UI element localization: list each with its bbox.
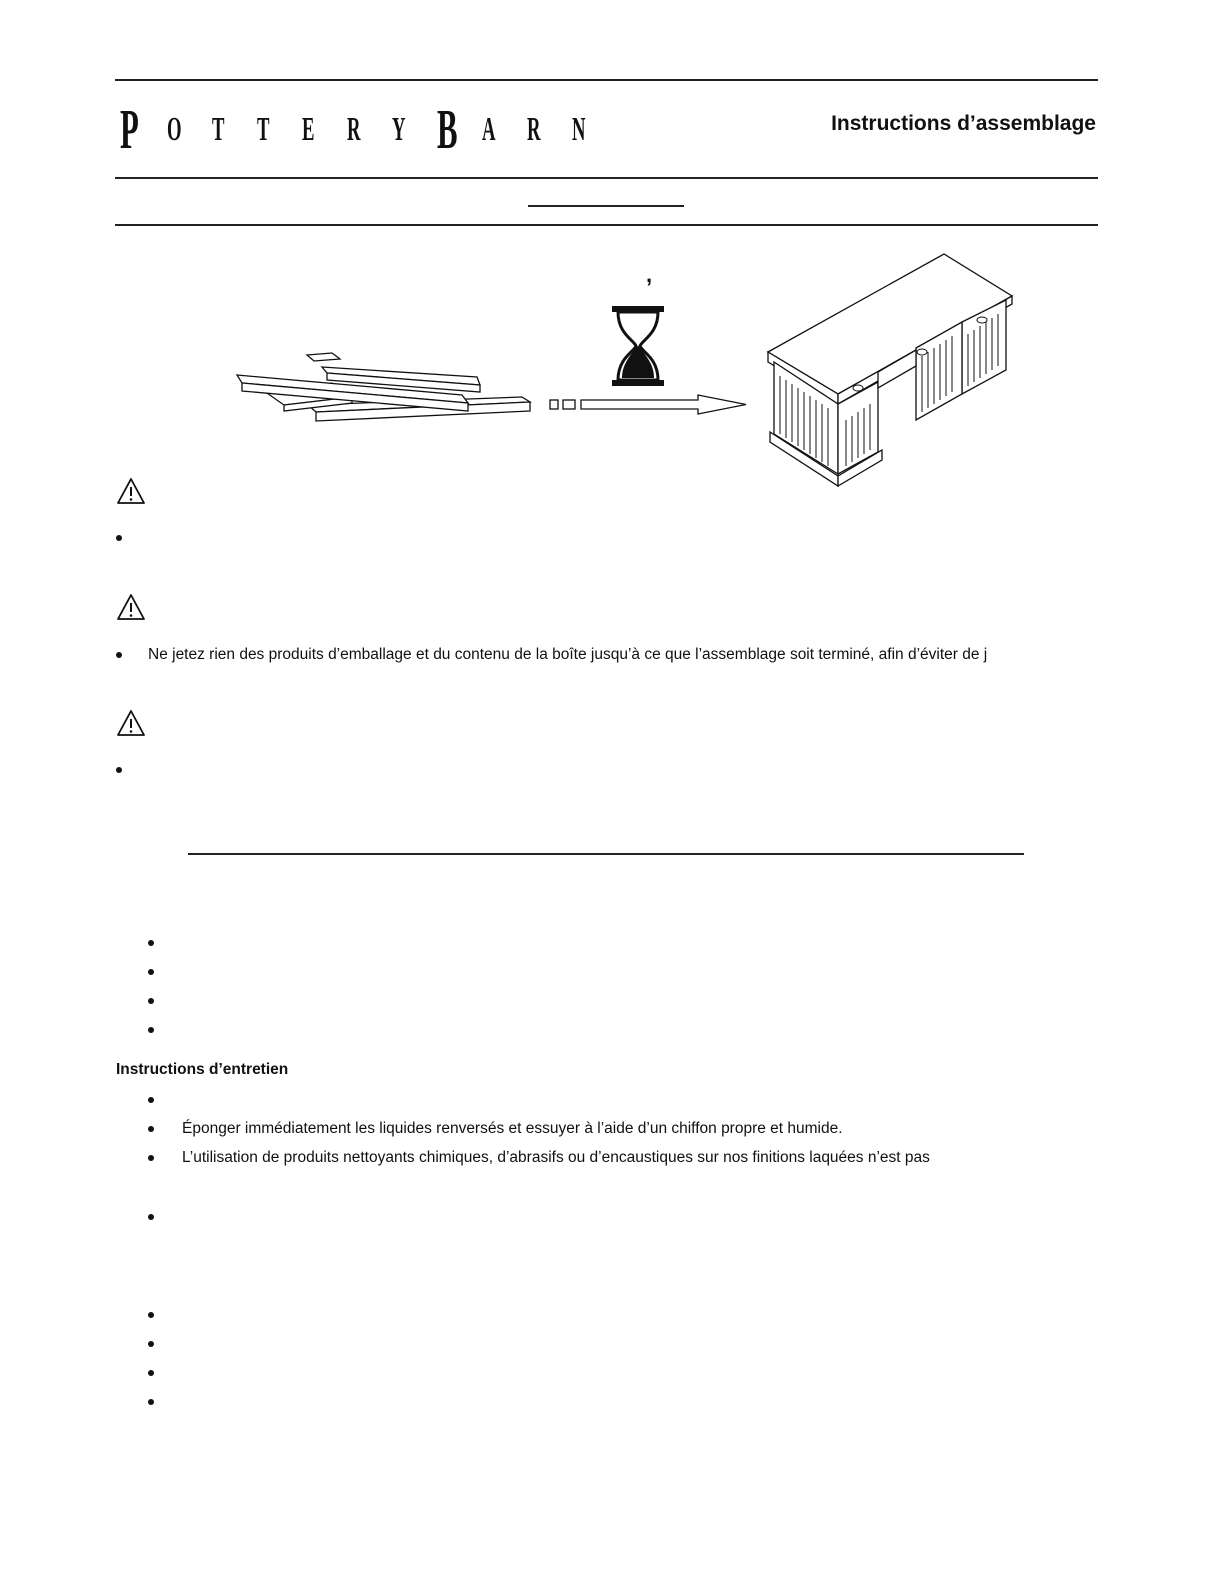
list-bullet <box>148 1155 154 1161</box>
notice-text: Ne jetez rien des produits d’emballage et du contenu de la boîte jusqu’à ce que l’assemblage soit terminé, afin d’éviter de j <box>148 646 988 663</box>
list-bullet <box>148 1214 154 1220</box>
care-title: Instructions d’entretien <box>116 1061 289 1078</box>
list-bullet <box>148 969 154 975</box>
warning-icon <box>116 477 146 505</box>
section-rule <box>115 224 1098 226</box>
list-bullet <box>148 1399 154 1405</box>
document-title: Instructions d’assemblage <box>831 112 1096 135</box>
list-bullet <box>116 652 122 658</box>
list-bullet <box>116 767 122 773</box>
logo-letter-p: P <box>120 99 139 161</box>
brand-logo: P O T T E R Y B A R N <box>120 99 586 161</box>
list-bullet <box>116 535 122 541</box>
list-bullet <box>148 1027 154 1033</box>
header-top-rule <box>115 79 1098 81</box>
warning-icon <box>116 709 146 737</box>
list-bullet <box>148 1341 154 1347</box>
header-bottom-rule <box>115 177 1098 179</box>
care-item: L’utilisation de produits nettoyants chimiques, d’abrasifs ou d’encaustiques sur nos finitions laquées n’est pas <box>182 1149 930 1166</box>
care-item: Éponger immédiatement les liquides renversés et essuyer à l’aide d’un chiffon propre et humide. <box>182 1120 843 1137</box>
heading-underline <box>528 205 684 207</box>
list-bullet <box>148 1370 154 1376</box>
hourglass-icon <box>610 306 666 386</box>
planks-illustration <box>232 345 542 435</box>
list-bullet <box>148 1126 154 1132</box>
list-bullet <box>148 940 154 946</box>
list-bullet <box>148 1312 154 1318</box>
list-bullet <box>148 998 154 1004</box>
section-divider <box>188 853 1024 855</box>
illustration-mark: , <box>646 262 653 287</box>
warning-icon <box>116 593 146 621</box>
arrow-icon <box>548 393 748 417</box>
desk-illustration <box>766 252 1018 488</box>
logo-letter-b: B <box>437 99 458 161</box>
list-bullet <box>148 1097 154 1103</box>
